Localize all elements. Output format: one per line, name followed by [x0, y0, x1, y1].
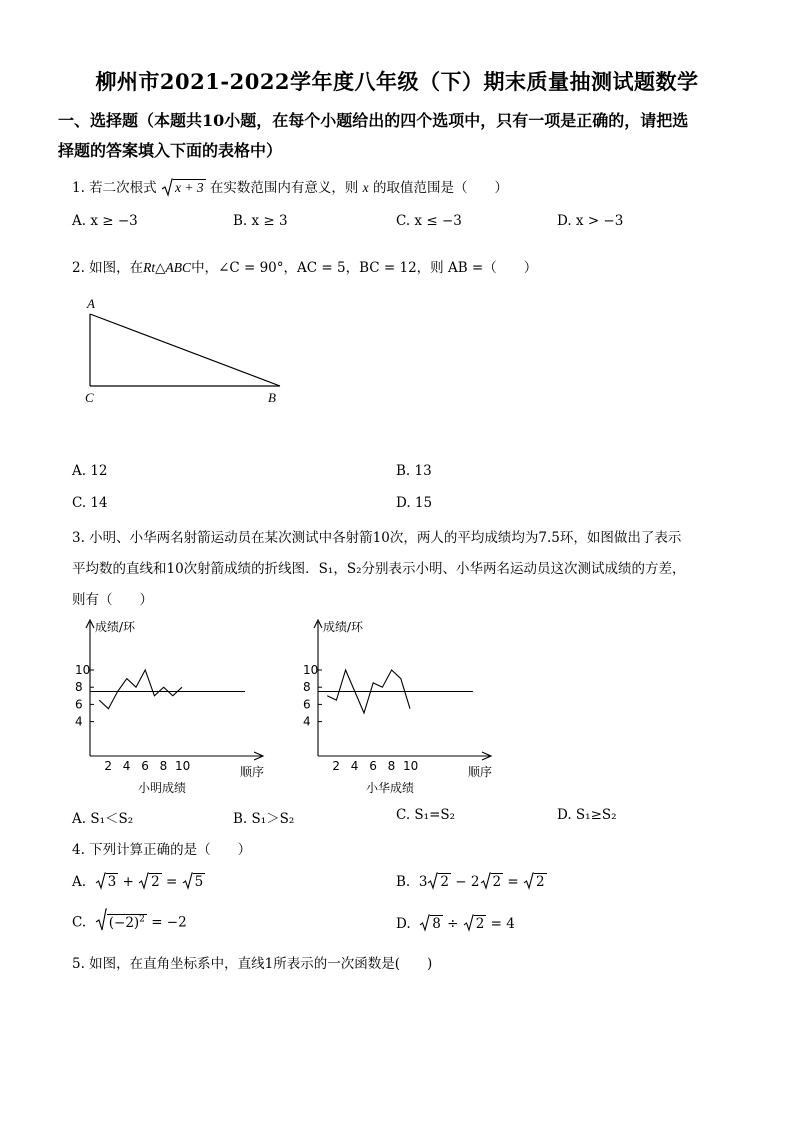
question-3-line3: 则有（ ） — [72, 592, 153, 608]
sqrt-icon — [95, 872, 106, 891]
sqrt-icon — [427, 872, 438, 891]
x-axis-label: 顺序 — [240, 765, 265, 779]
q1-option-a[interactable]: A. x ≥ −3 — [72, 213, 138, 229]
question-4-stem: 4. 下列计算正确的是（ ） — [72, 842, 252, 858]
x-tick-label: 4 — [350, 759, 359, 773]
q4-a-radical-1 — [95, 874, 119, 890]
sqrt-icon — [463, 914, 474, 933]
vertex-a-label: A — [87, 296, 95, 311]
chart-xiaohua — [296, 612, 506, 802]
y-axis-label: 成绩/环 — [95, 620, 136, 634]
q4-b-radicand-1: 2 — [440, 874, 449, 890]
q4-c-eq: = −2 — [151, 914, 187, 931]
y-tick-label: 4 — [75, 714, 83, 729]
q4-a-label: A. — [72, 874, 87, 890]
q3-option-a[interactable]: A. S₁＜S₂ — [72, 811, 134, 827]
y-tick-label: 4 — [303, 714, 311, 729]
x-tick-label: 10 — [175, 759, 191, 773]
q4-d-op: ÷ — [447, 916, 459, 932]
q4-d-eq: = 4 — [490, 916, 515, 932]
q1-option-b[interactable]: B. x ≥ 3 — [233, 213, 288, 229]
x-axis-label: 顺序 — [468, 765, 493, 779]
q4-option-d[interactable] — [396, 916, 515, 932]
q4-a-radicand-2: 2 — [151, 874, 160, 890]
x-tick-label: 2 — [332, 759, 341, 773]
chart-title: 小明成绩 — [138, 781, 187, 795]
q1-option-c[interactable]: C. x ≤ −3 — [396, 213, 462, 229]
q3-option-c[interactable]: C. S₁=S₂ — [396, 807, 456, 823]
page-title: 柳州市2021-2022学年度八年级（下）期末质量抽测试题数学 — [95, 69, 699, 94]
x-tick-label: 10 — [403, 759, 419, 773]
x-tick-label: 8 — [387, 759, 396, 773]
q4-a-radicand-3: 5 — [194, 874, 204, 890]
q2-conditions: ∠C = 90°，AC = 5，BC = 12，则 AB =（ ） — [218, 260, 538, 276]
q4-c-inner: (−2) — [108, 914, 140, 931]
q4-d-label: D. — [396, 916, 411, 932]
q4-b-eq: = — [507, 874, 519, 890]
chart-xiaoming — [68, 612, 278, 802]
q1-var: x — [362, 180, 369, 195]
series-line — [99, 670, 182, 709]
side-ab — [90, 314, 280, 386]
sqrt-icon — [161, 178, 173, 198]
y-tick-label: 8 — [75, 680, 83, 695]
vertex-b-label: B — [268, 390, 276, 405]
sqrt-icon — [182, 872, 193, 891]
question-3-line1: 3. 小明、小华两名射箭运动员在某次测试中各射箭10次，两人的平均成绩均为7.5环，如图做出了表示 — [72, 530, 682, 546]
q2-stem-pre: 2. 如图，在 — [72, 260, 144, 276]
section-heading-line1: 一、选择题（本题共10小题，在每个小题给出的四个选项中，只有一项是正确的，请把选 — [58, 111, 689, 130]
q2-option-c[interactable]: C. 14 — [72, 495, 108, 511]
q2-option-d[interactable]: D. 15 — [396, 495, 433, 511]
q4-c-exponent: 2 — [139, 914, 145, 924]
q4-b-op: − — [455, 874, 467, 890]
q1-stem-mid: 在实数范围内有意义，则 — [209, 180, 359, 196]
question-2-stem — [72, 256, 537, 276]
q2-triangle-figure — [80, 292, 300, 410]
q4-option-c[interactable] — [72, 914, 187, 931]
q4-a-eq: = — [166, 874, 178, 890]
x-tick-label: 4 — [122, 759, 131, 773]
q4-a-radical-3 — [182, 874, 206, 890]
q1-stem-post: 的取值范围是（ ） — [372, 180, 508, 196]
q4-b-radicand-2: 2 — [492, 874, 502, 890]
y-tick-label: 6 — [303, 697, 311, 712]
question-1-stem — [72, 176, 508, 196]
q4-d-radical-1 — [419, 916, 443, 932]
q4-b-coef-2: 2 — [470, 874, 480, 890]
q4-c-radical — [95, 914, 147, 931]
q4-a-radicand-1: 3 — [107, 874, 117, 890]
q4-b-radical-2 — [480, 874, 504, 890]
q4-b-radical-3 — [523, 874, 547, 890]
q4-c-label: C. — [72, 914, 87, 931]
q4-a-radical-2 — [138, 874, 162, 890]
q1-stem-pre: 1. 若二次根式 — [72, 180, 157, 196]
y-tick-label: 10 — [303, 663, 319, 677]
q2-option-b[interactable]: B. 13 — [396, 463, 432, 479]
q4-d-radicand-2: 2 — [475, 916, 485, 932]
chart-title: 小华成绩 — [366, 781, 415, 795]
q1-radical — [161, 180, 206, 196]
sqrt-icon — [419, 914, 430, 933]
q4-b-radicand-3: 2 — [536, 874, 545, 890]
q3-option-d[interactable]: D. S₁≥S₂ — [557, 807, 617, 823]
y-tick-label: 8 — [303, 680, 311, 695]
q2-triangle: Rt△ABC — [143, 260, 192, 275]
q4-b-coef-1: 3 — [418, 874, 428, 890]
q4-option-b[interactable] — [396, 874, 547, 890]
y-tick-label: 6 — [75, 697, 83, 712]
q4-d-radicand-1: 8 — [432, 916, 441, 932]
question-5-stem: 5. 如图，在直角坐标系中，直线1所表示的一次函数是( ) — [72, 956, 433, 972]
sqrt-icon — [480, 872, 491, 891]
vertex-c-label: C — [85, 390, 94, 405]
sqrt-icon — [138, 872, 149, 891]
q4-option-a[interactable] — [72, 874, 205, 890]
section-heading-line2: 择题的答案填入下面的表格中） — [58, 141, 283, 160]
x-tick-label: 8 — [159, 759, 168, 773]
x-tick-label: 2 — [104, 759, 113, 773]
q4-a-op: + — [122, 874, 134, 890]
q3-option-b[interactable]: B. S₁＞S₂ — [233, 811, 295, 827]
question-3-line2: 平均数的直线和10次射箭成绩的折线图．S₁，S₂分别表示小明、小华两名运动员这次测试成绩的方差， — [72, 561, 686, 577]
q4-b-radical-1 — [427, 874, 451, 890]
x-tick-label: 6 — [369, 759, 377, 773]
x-tick-label: 6 — [141, 759, 149, 773]
y-axis-label: 成绩/环 — [323, 620, 364, 634]
y-tick-label: 10 — [75, 663, 91, 677]
q1-option-d[interactable]: D. x > −3 — [557, 213, 624, 229]
q4-b-label: B. — [396, 874, 411, 890]
q4-d-radical-2 — [463, 916, 487, 932]
sqrt-icon — [95, 908, 107, 932]
q1-radicand: x + 3 — [174, 180, 204, 195]
sqrt-icon — [523, 872, 534, 891]
q2-stem-mid: 中， — [191, 260, 219, 276]
q2-option-a[interactable]: A. 12 — [72, 463, 108, 479]
